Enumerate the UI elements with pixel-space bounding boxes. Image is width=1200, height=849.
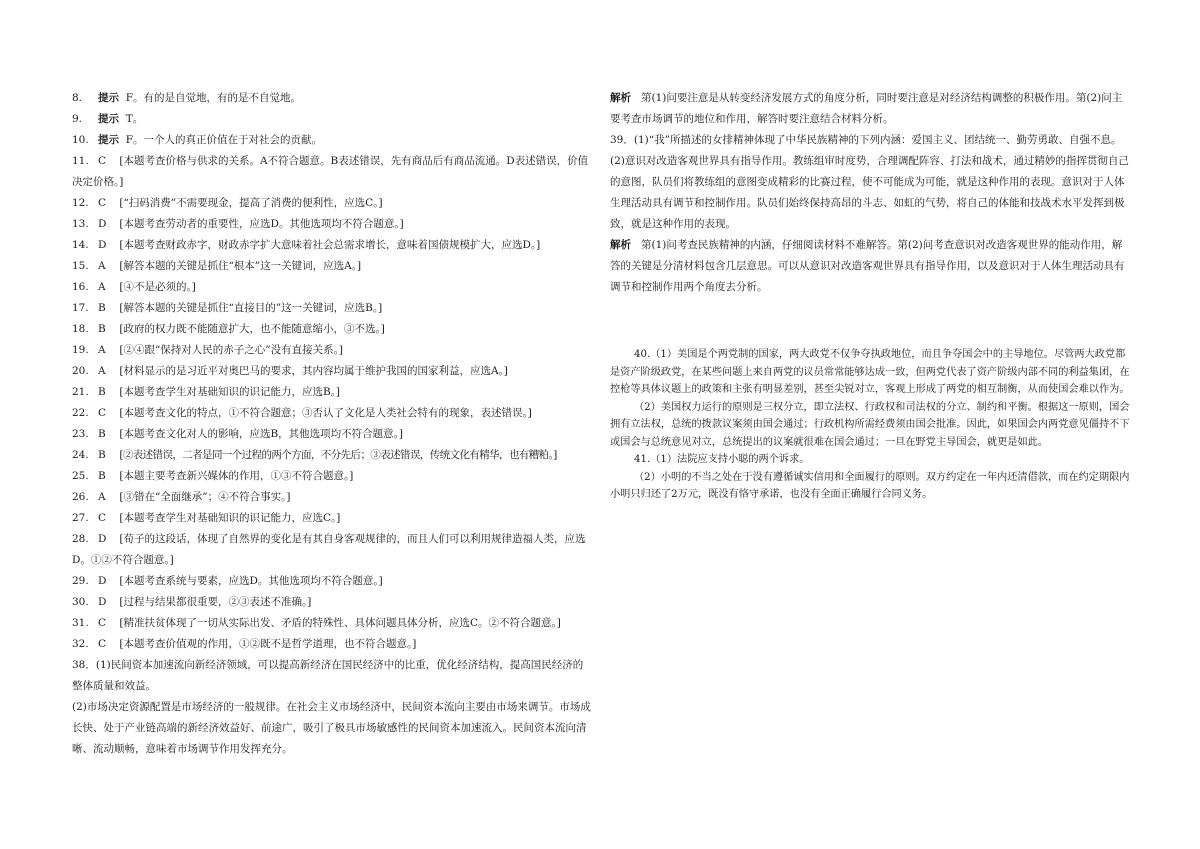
answer-41-part2: （2）小明的不当之处在于没有遵循诚实信用和全面履行的原则。双方约定在一年内还清借款，而在约定期限内小明只归还了2万元，既没有恪守承诺，也没有全面正确履行合同义务。: [610, 471, 1130, 500]
answer-32: 32. C [本题考查价值观的作用，①②既不是哲学道理，也不符合题意。]: [72, 638, 417, 650]
analysis-39: 解析 第(1)问考查民族精神的内涵，仔细阅读材料不难解答。第(2)问考查意识对改造客观世界的能动作用，解答的关键是分清材料包含几层意思。可以从意识对改造客观世界具有指导作用，以及意识对于人体生理活动具有调节和控制作用两个角度去分析。: [610, 239, 1125, 293]
answer-17: 17. B [解答本题的关键是抓住“直接目的”这一关键词，应选B。]: [72, 302, 383, 314]
answer-40-part2: （2）美国权力运行的原则是三权分立，即立法权、行政权和司法权的分立、制约和平衡。根据这一原则，国会拥有立法权，总统的拨款议案须由国会通过；行政机构所需经费须由国会批准。因此，如果国会内两党意见僵持不下或国会与总统意见对立，总统提出的议案就很难在国会通过；一旦在野党主导国会，就更是如此。: [610, 401, 1130, 448]
answer-24: 24. B [②表述错误，二者是同一个过程的两个方面，不分先后；③表述错误，传统文化有精华，也有糟粕。]: [72, 449, 557, 461]
answer-25: 25. B [本题主要考查新兴媒体的作用，①③不符合题意。]: [72, 470, 354, 482]
answer-28: 28. D [荀子的这段话，体现了自然界的变化是有其自身客观规律的，而且人们可以利用规律造福人类，应选D。①②不符合题意。]: [72, 533, 586, 566]
answer-20: 20. A [材料显示的是习近平对奥巴马的要求，其内容均属于维护我国的国家利益，应选A。]: [72, 365, 508, 377]
answer-30: 30. D [过程与结果都很重要，②③表述不准确。]: [72, 596, 312, 608]
answer-27: 27. C [本题考查学生对基础知识的识记能力，应选C。]: [72, 512, 341, 524]
answer-10: 10. 提示 F。一个人的真正价值在于对社会的贡献。: [72, 134, 322, 146]
answer-14: 14. D [本题考查财政赤字，财政赤字扩大意味着社会总需求增长，意味着国债规模扩大，应选D。]: [72, 239, 541, 251]
answer-9: 9. 提示 T。: [72, 113, 144, 125]
answer-18: 18. B [政府的权力既不能随意扩大，也不能随意缩小，③不选。]: [72, 323, 385, 335]
answer-38-part1: 38．(1)民间资本加速流向新经济领域，可以提高新经济在国民经济中的比重，优化经济结构，提高国民经济的整体质量和效益。: [72, 659, 584, 692]
answer-29: 29. D [本题考查系统与要素，应选D。其他选项均不符合题意。]: [72, 575, 383, 587]
answer-31: 31. C [精准扶贫体现了一切从实际出发、矛盾的特殊性、具体问题具体分析，应选C。②不符合题意。]: [72, 617, 561, 629]
answer-12: 12. C [“扫码消费”不需要现金，提高了消费的便利性，应选C。]: [72, 197, 383, 209]
answer-8: 8. 提示 F。有的是自觉地，有的是不自觉地。: [72, 92, 301, 104]
answer-21: 21. B [本题考查学生对基础知识的识记能力，应选B。]: [72, 386, 341, 398]
left-column: [72, 88, 592, 760]
answer-19: 19. A [②④跟“保持对人民的赤子之心”没有直接关系。]: [72, 344, 344, 356]
answers-40-41: [610, 346, 1130, 504]
answer-39-part2: (2)意识对改造客观世界具有指导作用。教练组审时度势，合理调配阵容、打法和战术，通过精妙的指挥贯彻自己的意图，队员们将教练组的意图变成精彩的比赛过程，使不可能成为可能，就是这种作用的表现。意识对于人体生理活动具有调节和控制作用。队员们始终保持高昂的斗志、如虹的气势，将自己的体能和技战术水平发挥到极致，就是这种作用的表现。: [610, 155, 1129, 230]
answer-15: 15. A [解答本题的关键是抓住“根本”这一关键词，应选A。]: [72, 260, 362, 272]
answer-38-part2: (2)市场决定资源配置是市场经济的一般规律。在社会主义市场经济中，民间资本流向主要由市场来调节。市场成长快、处于产业链高端的新经济效益好、前途广，吸引了极具市场敏感性的民间资本加速流入。民间资本流向清晰、流动顺畅，意味着市场调节作用发挥充分。: [72, 701, 591, 755]
answer-39-part1: 39．(1)“我”所描述的女排精神体现了中华民族精神的下列内涵：爱国主义、团结统一、勤劳勇敢、自强不息。: [610, 134, 1122, 146]
answer-22: 22. C [本题考查文化的特点，①不符合题意；③否认了文化是人类社会特有的现象，表述错误。]: [72, 407, 532, 419]
analysis-38: 解析 第(1)问要注意是从转变经济发展方式的角度分析，同时要注意是对经济结构调整的积极作用。第(2)问主要考查市场调节的地位和作用，解答时要注意结合材料分析。: [610, 92, 1123, 125]
answer-26: 26. A [③错在“全面继承”；④不符合事实。]: [72, 491, 291, 503]
answer-23: 23. B [本题考查文化对人的影响，应选B，其他选项均不符合题意。]: [72, 428, 404, 440]
answer-11: 11. C [本题考查价格与供求的关系。A不符合题意。B表述错误，先有商品后有商品流通。D表述错误，价值决定价格。]: [72, 155, 589, 188]
right-column: [610, 88, 1130, 298]
answer-40-part1: 40.（1）美国是个两党制的国家，两大政党不仅争夺执政地位，而且争夺国会中的主导地位。尽管两大政党都是资产阶级政党，在某些问题上来自两党的议员常常能够达成一致，但两党代表了资产阶级内部不同的利益集团，在控枪等具体议题上的政策和主张有明显差别，甚至尖锐对立，客观上形成了两党的相互制衡，从而使国会难以作为。: [610, 349, 1130, 395]
answer-16: 16. A [④不是必须的。]: [72, 281, 196, 293]
answer-13: 13. D [本题考查劳动者的重要性，应选D。其他选项均不符合题意。]: [72, 218, 404, 230]
answer-41-part1: 41.（1）法院应支持小聪的两个诉求。: [634, 454, 810, 465]
